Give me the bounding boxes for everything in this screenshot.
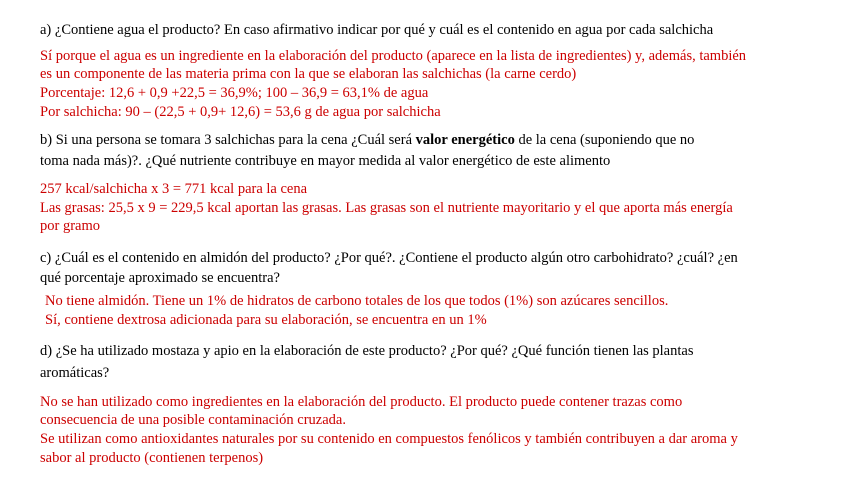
answer-d-line-1: No se han utilizado como ingredientes en la elaboración del producto. El producto puede contener trazas como bbox=[40, 394, 683, 410]
question-d-line-2: aromáticas? bbox=[40, 365, 110, 381]
answer-a-line-3: Porcentaje: 12,6 + 0,9 +22,5 = 36,9%; 100 – 36,9 = 63,1% de agua bbox=[40, 85, 429, 101]
answer-b-line-1: 257 kcal/salchicha x 3 = 771 kcal para la cena bbox=[40, 181, 308, 197]
answer-d-line-2: consecuencia de una posible contaminación cruzada. bbox=[40, 412, 346, 428]
answer-c-line-2: Sí, contiene dextrosa adicionada para su elaboración, se encuentra en un 1% bbox=[45, 312, 487, 328]
answer-b-line-3: por gramo bbox=[40, 218, 100, 234]
answer-a-line-2: es un componente de las materia prima con la que se elaboran las salchichas (la carne cerdo) bbox=[40, 66, 577, 82]
question-c-line-1: c) ¿Cuál es el contenido en almidón del producto? ¿Por qué?. ¿Contiene el producto algún otro carbohidrato? ¿cuál? ¿en bbox=[40, 250, 738, 266]
answer-b-line-2: Las grasas: 25,5 x 9 = 229,5 kcal aportan las grasas. Las grasas son el nutriente mayoritario y el que aporta más energía bbox=[40, 200, 733, 216]
answer-a-line-4: Por salchicha: 90 – (22,5 + 0,9+ 12,6) = 53,6 g de agua por salchicha bbox=[40, 104, 441, 120]
question-a: a) ¿Contiene agua el producto? En caso afirmativo indicar por qué y cuál es el contenido en agua por cada salchicha bbox=[40, 22, 714, 38]
answer-d-line-3: Se utilizan como antioxidantes naturales por su contenido en compuestos fenólicos y también contribuyen a dar aroma y bbox=[40, 431, 738, 447]
answer-d-line-4: sabor al producto (contienen terpenos) bbox=[40, 450, 264, 466]
question-b-line-2: toma nada más)?. ¿Qué nutriente contribuye en mayor medida al valor energético de este alimento bbox=[40, 153, 611, 169]
question-c-line-2: qué porcentaje aproximado se encuentra? bbox=[40, 270, 280, 286]
question-d-line-1: d) ¿Se ha utilizado mostaza y apio en la elaboración de este producto? ¿Por qué? ¿Qué función tienen las plantas bbox=[40, 343, 694, 359]
question-b-bold-term: valor energético bbox=[415, 132, 515, 148]
question-b-text-start: b) Si una persona se tomara 3 salchichas para la cena ¿Cuál será bbox=[40, 132, 416, 148]
answer-a-line-1: Sí porque el agua es un ingrediente en la elaboración del producto (aparece en la lista de ingredientes) y, además, también bbox=[40, 48, 747, 64]
question-b-text-end: de la cena (suponiendo que no bbox=[514, 132, 695, 148]
question-b-line-1 bbox=[40, 131, 694, 149]
answer-c-line-1: No tiene almidón. Tiene un 1% de hidratos de carbono totales de los que todos (1%) son azúcares sencillos. bbox=[45, 293, 669, 309]
